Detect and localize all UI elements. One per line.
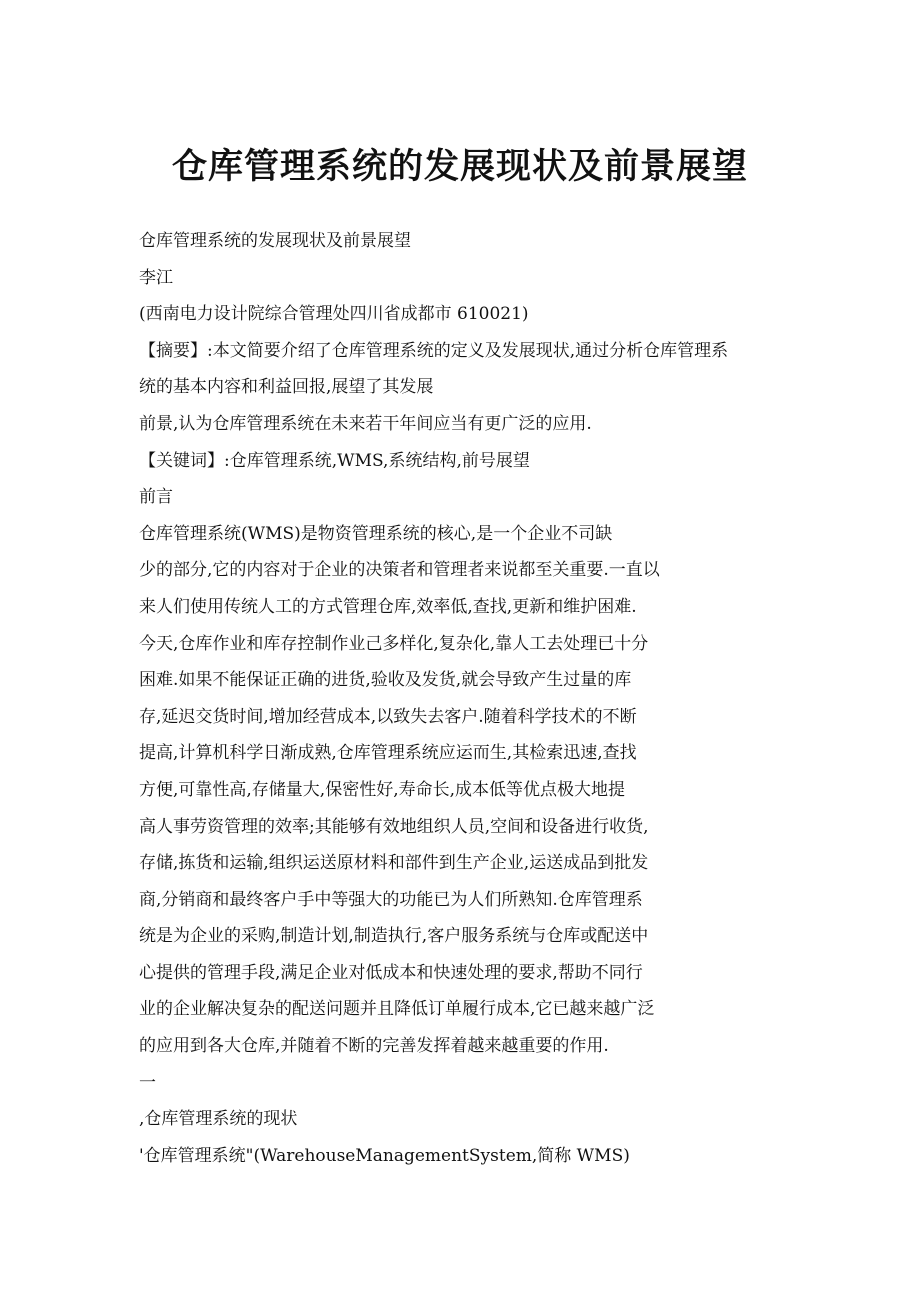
section-heading-preface: 前言 xyxy=(139,487,173,508)
paragraph-line: 的应用到各大仓库,并随着不断的完善发挥着越来越重要的作用. xyxy=(139,1036,609,1057)
paragraph-line: 方便,可靠性高,存储量大,保密性好,寿命长,成本低等优点极大地提 xyxy=(139,779,626,800)
paragraph-line: 高人事劳资管理的效率;其能够有效地组织人员,空间和设备进行收货, xyxy=(139,816,649,837)
paragraph-line: 业的企业解决复杂的配送问题并且降低订单履行成本,它已越来越广泛 xyxy=(139,999,655,1020)
abstract-line: 前景,认为仓库管理系统在未来若干年间应当有更广泛的应用. xyxy=(139,413,592,434)
paragraph-line: '仓库管理系统"(WarehouseManagementSystem,简称 WMS) xyxy=(139,1145,630,1166)
abstract-line: 统的基本内容和利益回报,展望了其发展 xyxy=(139,377,434,398)
paragraph-line: 提高,计算机科学日渐成熟,仓库管理系统应运而生,其检索迅速,查找 xyxy=(139,743,637,764)
author-line: 李江 xyxy=(139,267,173,288)
paragraph-line: 存,延迟交货时间,增加经营成本,以致失去客户.随着科学技术的不断 xyxy=(139,706,637,727)
paragraph-line: 商,分销商和最终客户手中等强大的功能已为人们所熟知.仓库管理系 xyxy=(139,889,643,910)
document-body xyxy=(139,223,799,1174)
subtitle-line: 仓库管理系统的发展现状及前景展望 xyxy=(139,231,411,251)
paragraph-line: 今天,仓库作业和库存控制作业己多样化,复杂化,靠人工去处理已十分 xyxy=(139,633,649,654)
document-title: 仓库管理系统的发展现状及前景展望 xyxy=(171,146,748,187)
paragraph-line: 存储,拣货和运输,组织运送原材料和部件到生产企业,运送成品到批发 xyxy=(139,853,649,874)
paragraph-line: 困难.如果不能保证正确的进货,验收及发货,就会导致产生过量的库 xyxy=(139,670,632,691)
paragraph-line: 仓库管理系统(WMS)是物资管理系统的核心,是一个企业不司缺 xyxy=(139,523,613,544)
paragraph-line: 来人们使用传统人工的方式管理仓库,效率低,查找,更新和维护困难. xyxy=(139,596,637,617)
paragraph-line: 心提供的管理手段,满足企业对低成本和快速处理的要求,帮助不同行 xyxy=(139,962,643,983)
section-heading-status: ,仓库管理系统的现状 xyxy=(139,1109,298,1130)
section-number-line: 一 xyxy=(139,1072,156,1093)
keywords-line: 【关键词】:仓库管理系统,WMS,系统结构,前号展望 xyxy=(139,450,530,471)
abstract-line: 【摘要】:本文简要介绍了仓库管理系统的定义及发展现状,通过分析仓库管理系 xyxy=(139,340,729,361)
paragraph-line: 统是为企业的采购,制造计划,制造执行,客户服务系统与仓库或配送中 xyxy=(139,926,649,947)
affiliation-line: (西南电力设计院综合管理处四川省成都市 610021) xyxy=(139,304,529,325)
paragraph-line: 少的部分,它的内容对于企业的决策者和管理者来说都至关重要.一直以 xyxy=(139,560,660,581)
